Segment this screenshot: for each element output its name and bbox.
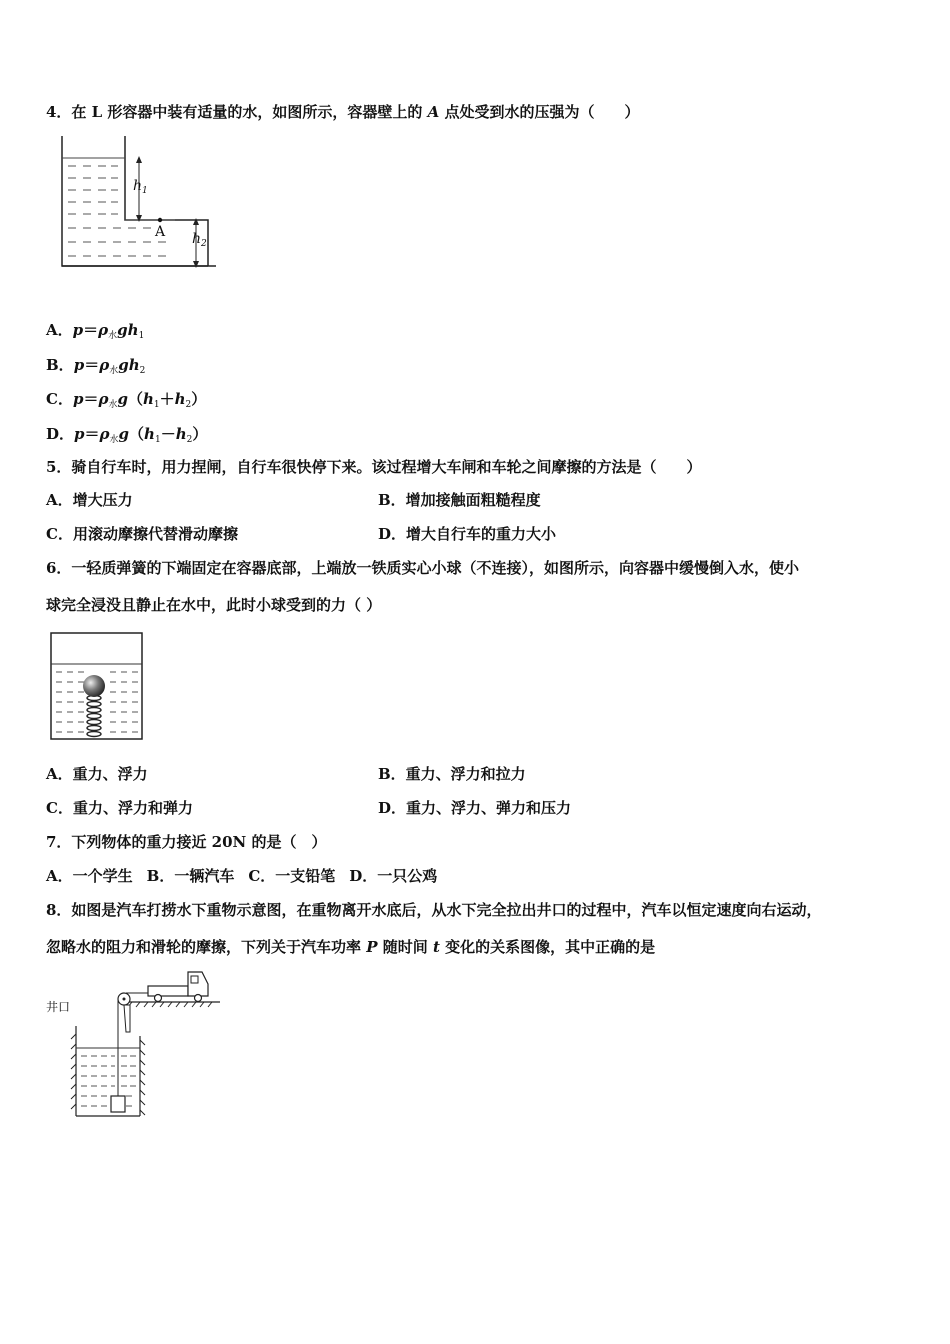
q7-option-c[interactable]: C．一支铅笔 <box>248 867 336 885</box>
q8-figure-truck-well <box>70 966 230 1122</box>
q6-option-a[interactable]: A．重力、浮力 <box>46 765 148 783</box>
q4-option-a[interactable]: A．$p=\rho_水gh_1$ <box>46 321 145 341</box>
q6-stem-line2: 球完全浸没且静止在水中，此时小球受到的力（ ） <box>46 596 382 614</box>
q5-option-d[interactable]: D．增大自行车的重力大小 <box>378 525 557 543</box>
q5-option-c[interactable]: C．用滚动摩擦代替滑动摩擦 <box>46 525 238 543</box>
q7-option-d[interactable]: D．一只公鸡 <box>349 867 438 885</box>
q4-label-h2: $h_2$ <box>192 231 207 249</box>
q4-option-c[interactable]: C．$p=\rho_水g(h_1+h_2)$ <box>46 390 207 410</box>
q6-stem-line1: 6．一轻质弹簧的下端固定在容器底部，上端放一铁质实心小球（不连接），如图所示，向容器中缓慢倒入水，使小 <box>46 559 799 577</box>
q5-stem: 5．骑自行车时，用力捏闸，自行车很快停下来。该过程增大车闸和车轮之间摩擦的方法是（ ） <box>46 458 702 476</box>
q8-label-well-mouth: 井口 <box>46 1000 71 1014</box>
q4-stem-part2: 点处受到水的压强为（ ） <box>439 103 640 121</box>
q4-option-d[interactable]: D．$p=\rho_水g(h_1-h_2)$ <box>46 425 208 445</box>
q4-option-b[interactable]: B．$p=\rho_水gh_2$ <box>46 356 146 376</box>
q8-stem-line2: 忽略水的阻力和滑轮的摩擦，下列关于汽车功率 P 随时间 t 变化的关系图像，其中正确的是 <box>46 938 656 956</box>
q6-option-c[interactable]: C．重力、浮力和弹力 <box>46 799 193 817</box>
q8-weight-block <box>111 1096 125 1112</box>
q7-options <box>46 866 437 886</box>
q6-option-b[interactable]: B．重力、浮力和拉力 <box>378 765 526 783</box>
q4-stem <box>46 102 640 122</box>
q4-point-a-dot <box>158 218 162 222</box>
q7-option-b[interactable]: B．一辆汽车 <box>146 867 235 885</box>
q5-option-a[interactable]: A．增大压力 <box>46 491 133 509</box>
q6-figure-spring-ball <box>48 630 146 742</box>
q6-option-d[interactable]: D．重力、浮力、弹力和压力 <box>378 799 572 817</box>
q4-stem-var: A <box>427 103 440 121</box>
q8-stem-line1: 8．如图是汽车打捞水下重物示意图，在重物离开水底后，从水下完全拉出井口的过程中，汽车以恒定速度向右运动， <box>46 901 822 919</box>
q5-option-b[interactable]: B．增加接触面粗糙程度 <box>378 491 541 509</box>
q6-iron-ball <box>83 675 105 697</box>
q7-stem: 7．下列物体的重力接近 20N 的是（ ） <box>46 833 327 851</box>
q4-label-h1: $h_1$ <box>133 178 148 196</box>
q4-figure-l-container <box>56 132 216 272</box>
q4-label-a: A <box>155 224 166 240</box>
q4-stem-part1: 4．在 L 形容器中装有适量的水，如图所示，容器壁上的 <box>46 103 428 121</box>
q7-option-a[interactable]: A．一个学生 <box>46 867 133 885</box>
